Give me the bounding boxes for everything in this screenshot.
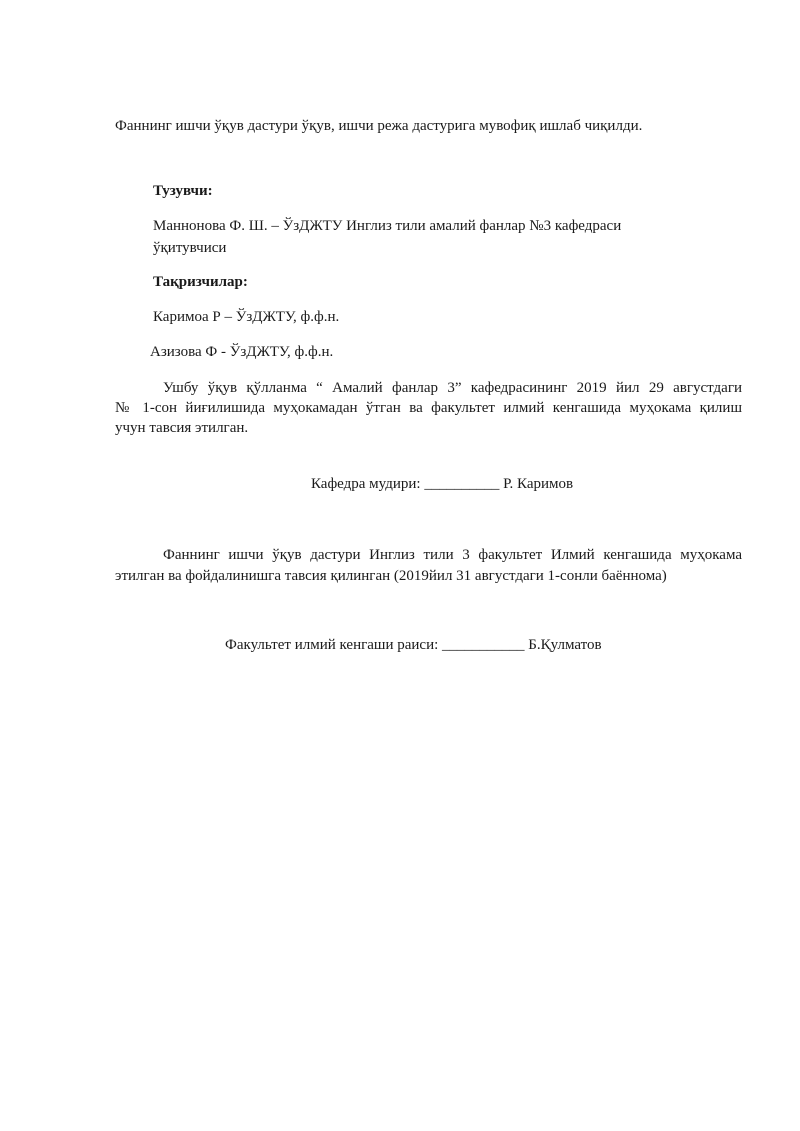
author-line-1: Маннонова Ф. Ш. – ЎзДЖТУ Инглиз тили амалий фанлар №3 кафедраси [153,218,622,234]
recommendation-line-1: Ушбу ўқув қўлланма “ Амалий фанлар 3” кафедрасининг 2019 йил 29 августдаги [163,380,742,396]
reviewer-2: Азизова Ф - ЎзДЖТУ, ф.ф.н. [150,344,334,360]
intro-paragraph: Фаннинг ишчи ўқув дастури ўқув, ишчи режа дастурига мувофиқ ишлаб чиқилди. [115,118,643,134]
council-line-2: этилган ва фойдалинишга тавсия қилинган (2019йил 31 августдаги 1-сонли баённома) [115,568,667,584]
recommendation-line-3: учун тавсия этилган. [115,420,249,436]
department-head-signature: Кафедра мудири: __________ Р. Каримов [311,476,574,492]
reviewers-heading: Тақризчилар: [153,274,248,290]
author-heading: Тузувчи: [153,183,213,199]
council-line-1: Фаннинг ишчи ўқув дастури Инглиз тили 3 факультет Илмий кенгашида муҳокама [163,547,742,563]
reviewer-1: Каримоа Р – ЎзДЖТУ, ф.ф.н. [153,309,340,325]
recommendation-line-2: № 1-сон йиғилишида муҳокамадан ўтган ва факультет илмий кенгашида муҳокама қилиш [115,400,742,416]
author-line-2: ўқитувчиси [153,240,227,256]
council-chair-signature: Факультет илмий кенгаши раиси: ___________ Б.Қулматов [225,637,602,653]
